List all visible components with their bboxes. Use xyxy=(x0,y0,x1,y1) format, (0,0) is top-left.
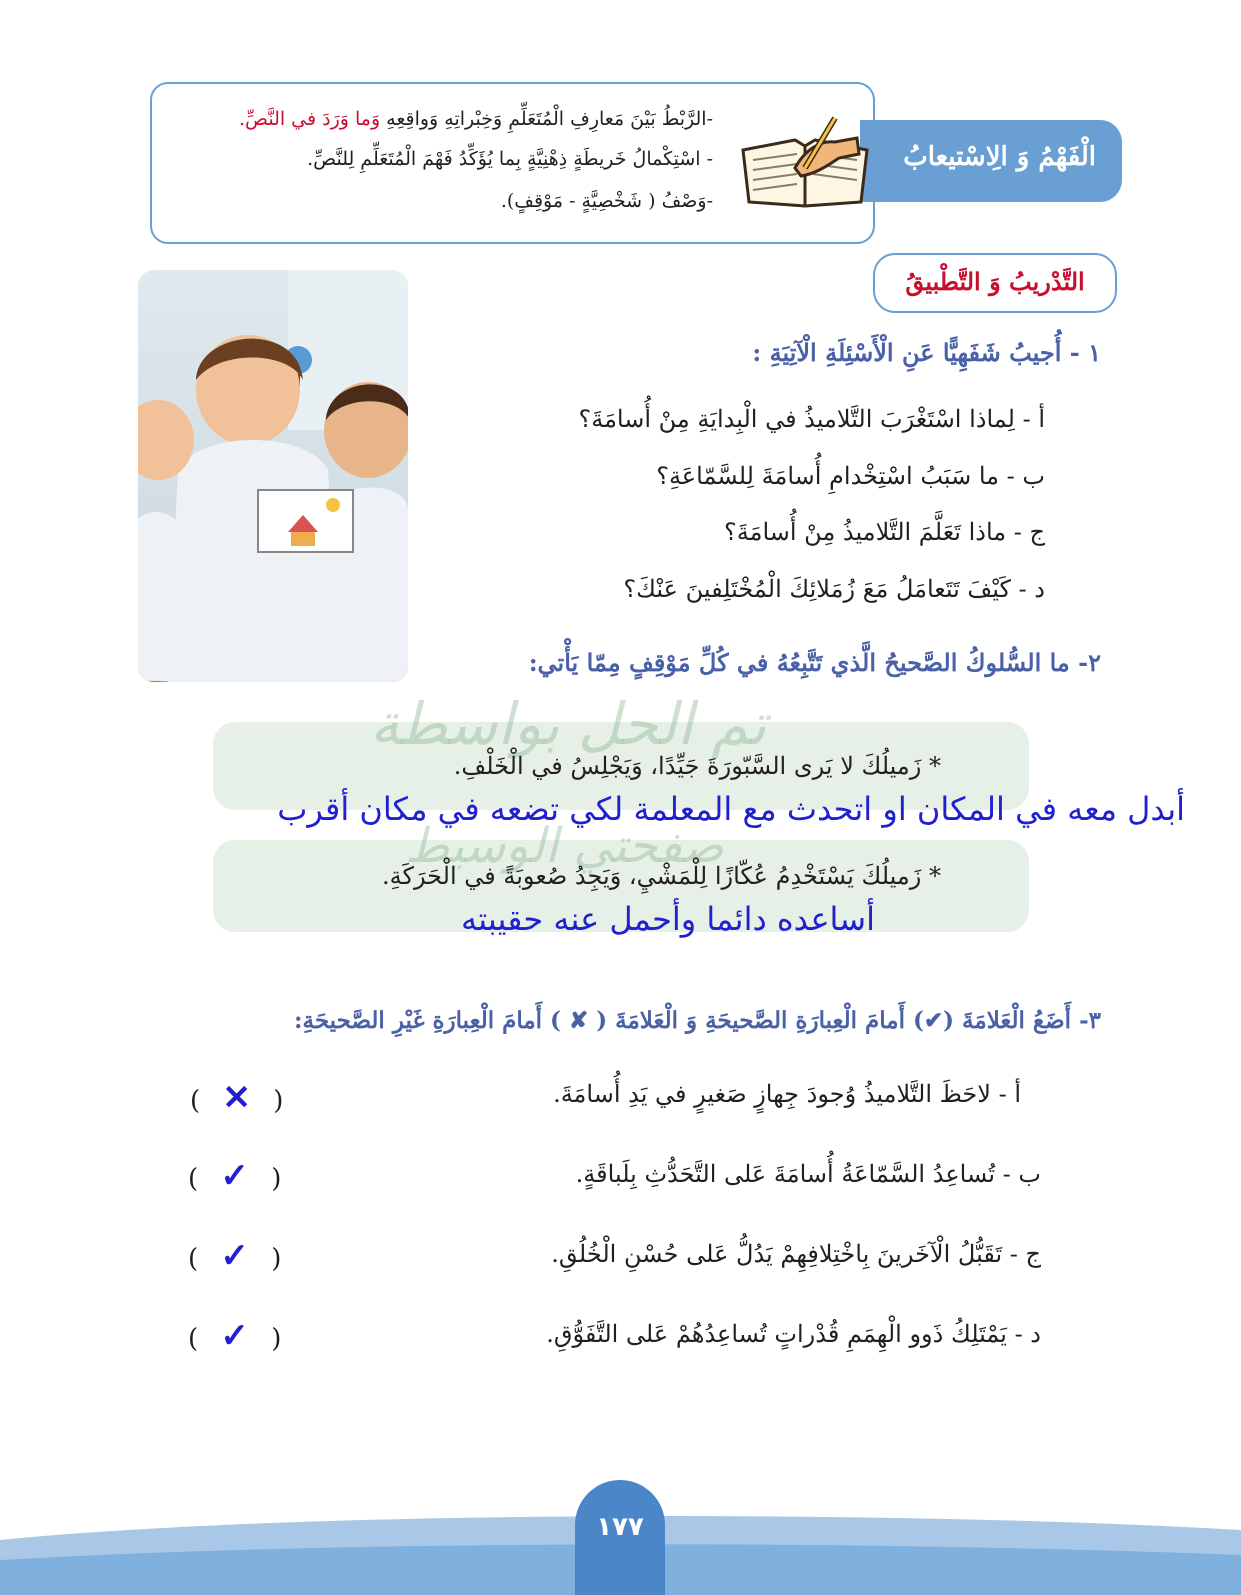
situation-2-answer[interactable]: أساعده دائما وأحمل عنه حقيبته xyxy=(461,900,875,938)
q1-item-d: د - كَيْفَ تَتَعامَلُ مَعَ زُمَلائِكَ الْمُخْتَلِفينَ عَنْكَ؟ xyxy=(623,575,1045,603)
paren-close: ) xyxy=(188,1324,199,1354)
check-mark-icon: ✓ xyxy=(220,1156,249,1196)
q1-item-c: ج - ماذا تَعَلَّمَ التَّلاميذُ مِنْ أُسامَةَ؟ xyxy=(724,518,1045,546)
q3-heading: ٣- أَضَعُ الْعَلامَةَ (✔) أَمامَ الْعِبارَةِ الصَّحيحَةِ وَ الْعَلامَةَ ( ✘ ) أَمامَ الْعِبارَةِ غَيْرِ الصَّحيحَةِ: xyxy=(294,1007,1101,1034)
section-title: الْفَهْمُ وَ الِاسْتيعابُ xyxy=(903,142,1096,172)
q2-heading: ٢- ما السُّلوكُ الصَّحيحُ الَّذي تَتَّبِعُهُ في كُلِّ مَوْقِفٍ مِمّا يَأْتي: xyxy=(528,648,1101,677)
paren-open: ( xyxy=(271,1324,282,1354)
check-mark-icon: ✓ xyxy=(220,1316,249,1356)
paren-close: ) xyxy=(188,1164,199,1194)
objective-line-1 xyxy=(239,108,713,130)
paren-open: ( xyxy=(271,1244,282,1274)
situation-2-text: * زَميلُكَ يَسْتَخْدِمُ عُكّازًا لِلْمَشْيِ، وَيَجِدُ صُعوبَةً في الْحَرَكَةِ. xyxy=(382,862,941,890)
q1-item-b: ب - ما سَبَبُ اسْتِخْدامِ أُسامَةَ لِلسَّمّاعَةِ؟ xyxy=(656,462,1045,490)
objective-line-3: -وَصْفُ ( شَخْصِيَّةٍ - مَوْقِفٍ). xyxy=(500,190,713,212)
q3-item-a: أ - لاحَظَ التَّلاميذُ وُجودَ جِهازٍ صَغيرٍ في يَدِ أُسامَةَ. xyxy=(553,1080,1021,1108)
q3-answer-a[interactable] xyxy=(190,1078,283,1118)
page-number: ١٧٧ xyxy=(596,1512,644,1542)
watermark-bottom: صفحتي الوسيط xyxy=(405,818,724,874)
paren-close: ) xyxy=(190,1086,201,1116)
q3-answer-b[interactable] xyxy=(188,1156,281,1196)
situation-1-answer[interactable]: أبدل معه في المكان او اتحدث مع المعلمة لكي تضعه في مكان أقرب xyxy=(277,790,1185,828)
q1-item-a: أ - لِماذا اسْتَغْرَبَ التَّلاميذُ في الْبِدايَةِ مِنْ أُسامَةَ؟ xyxy=(578,405,1045,433)
classroom-illustration xyxy=(138,270,408,682)
objective-1-highlight: وَما وَرَدَ في النَّصِّ. xyxy=(239,108,381,130)
training-pill xyxy=(873,253,1117,313)
q1-heading: ١ - أُجيبُ شَفَهِيًّا عَنِ الْأَسْئِلَةِ الْآتِيَةِ : xyxy=(752,338,1101,367)
q3-answer-d[interactable] xyxy=(188,1316,281,1356)
check-mark-icon: ✓ xyxy=(220,1236,249,1276)
training-title: التَّدْريبُ وَ التَّطْبيقُ xyxy=(905,267,1085,296)
cross-mark-icon: ✕ xyxy=(222,1078,251,1118)
book-writing-icon xyxy=(735,110,875,210)
page-number-tab xyxy=(575,1480,665,1595)
situation-1-text: * زَميلُكَ لا يَرى السَّبّورَةَ جَيِّدًا، وَيَجْلِسُ في الْخَلْفِ. xyxy=(453,752,941,780)
section-tab xyxy=(860,120,1122,202)
paren-open: ( xyxy=(273,1086,284,1116)
q3-item-d: د - يَمْتَلِكُ ذَوو الْهِمَمِ قُدْراتٍ تُساعِدُهُمْ عَلى التَّفَوُّقِ. xyxy=(546,1320,1041,1348)
watermark-top: تم الحل بواسطة xyxy=(370,690,767,758)
paren-close: ) xyxy=(188,1244,199,1274)
paren-open: ( xyxy=(271,1164,282,1194)
objective-1-prefix: -الرَّبْطُ بَيْنَ مَعارِفِ الْمُتَعَلِّمِ وَخِبْراتِهِ وَواقِعِهِ xyxy=(380,108,713,130)
q3-item-b: ب - تُساعِدُ السَّمّاعَةُ أُسامَةَ عَلى التَّحَدُّثِ بِلَباقَةٍ. xyxy=(575,1160,1041,1188)
objective-line-2: - اسْتِكْمالُ خَريطَةٍ ذِهْنِيَّةٍ بِما يُؤَكِّدُ فَهْمَ الْمُتَعَلِّمِ لِلنَّصِّ. xyxy=(307,148,713,170)
q3-item-c: ج - تَقَبُّلُ الْآخَرينَ بِاخْتِلافِهِمْ يَدُلُّ عَلى حُسْنِ الْخُلُقِ. xyxy=(551,1240,1041,1268)
q3-answer-c[interactable] xyxy=(188,1236,281,1276)
